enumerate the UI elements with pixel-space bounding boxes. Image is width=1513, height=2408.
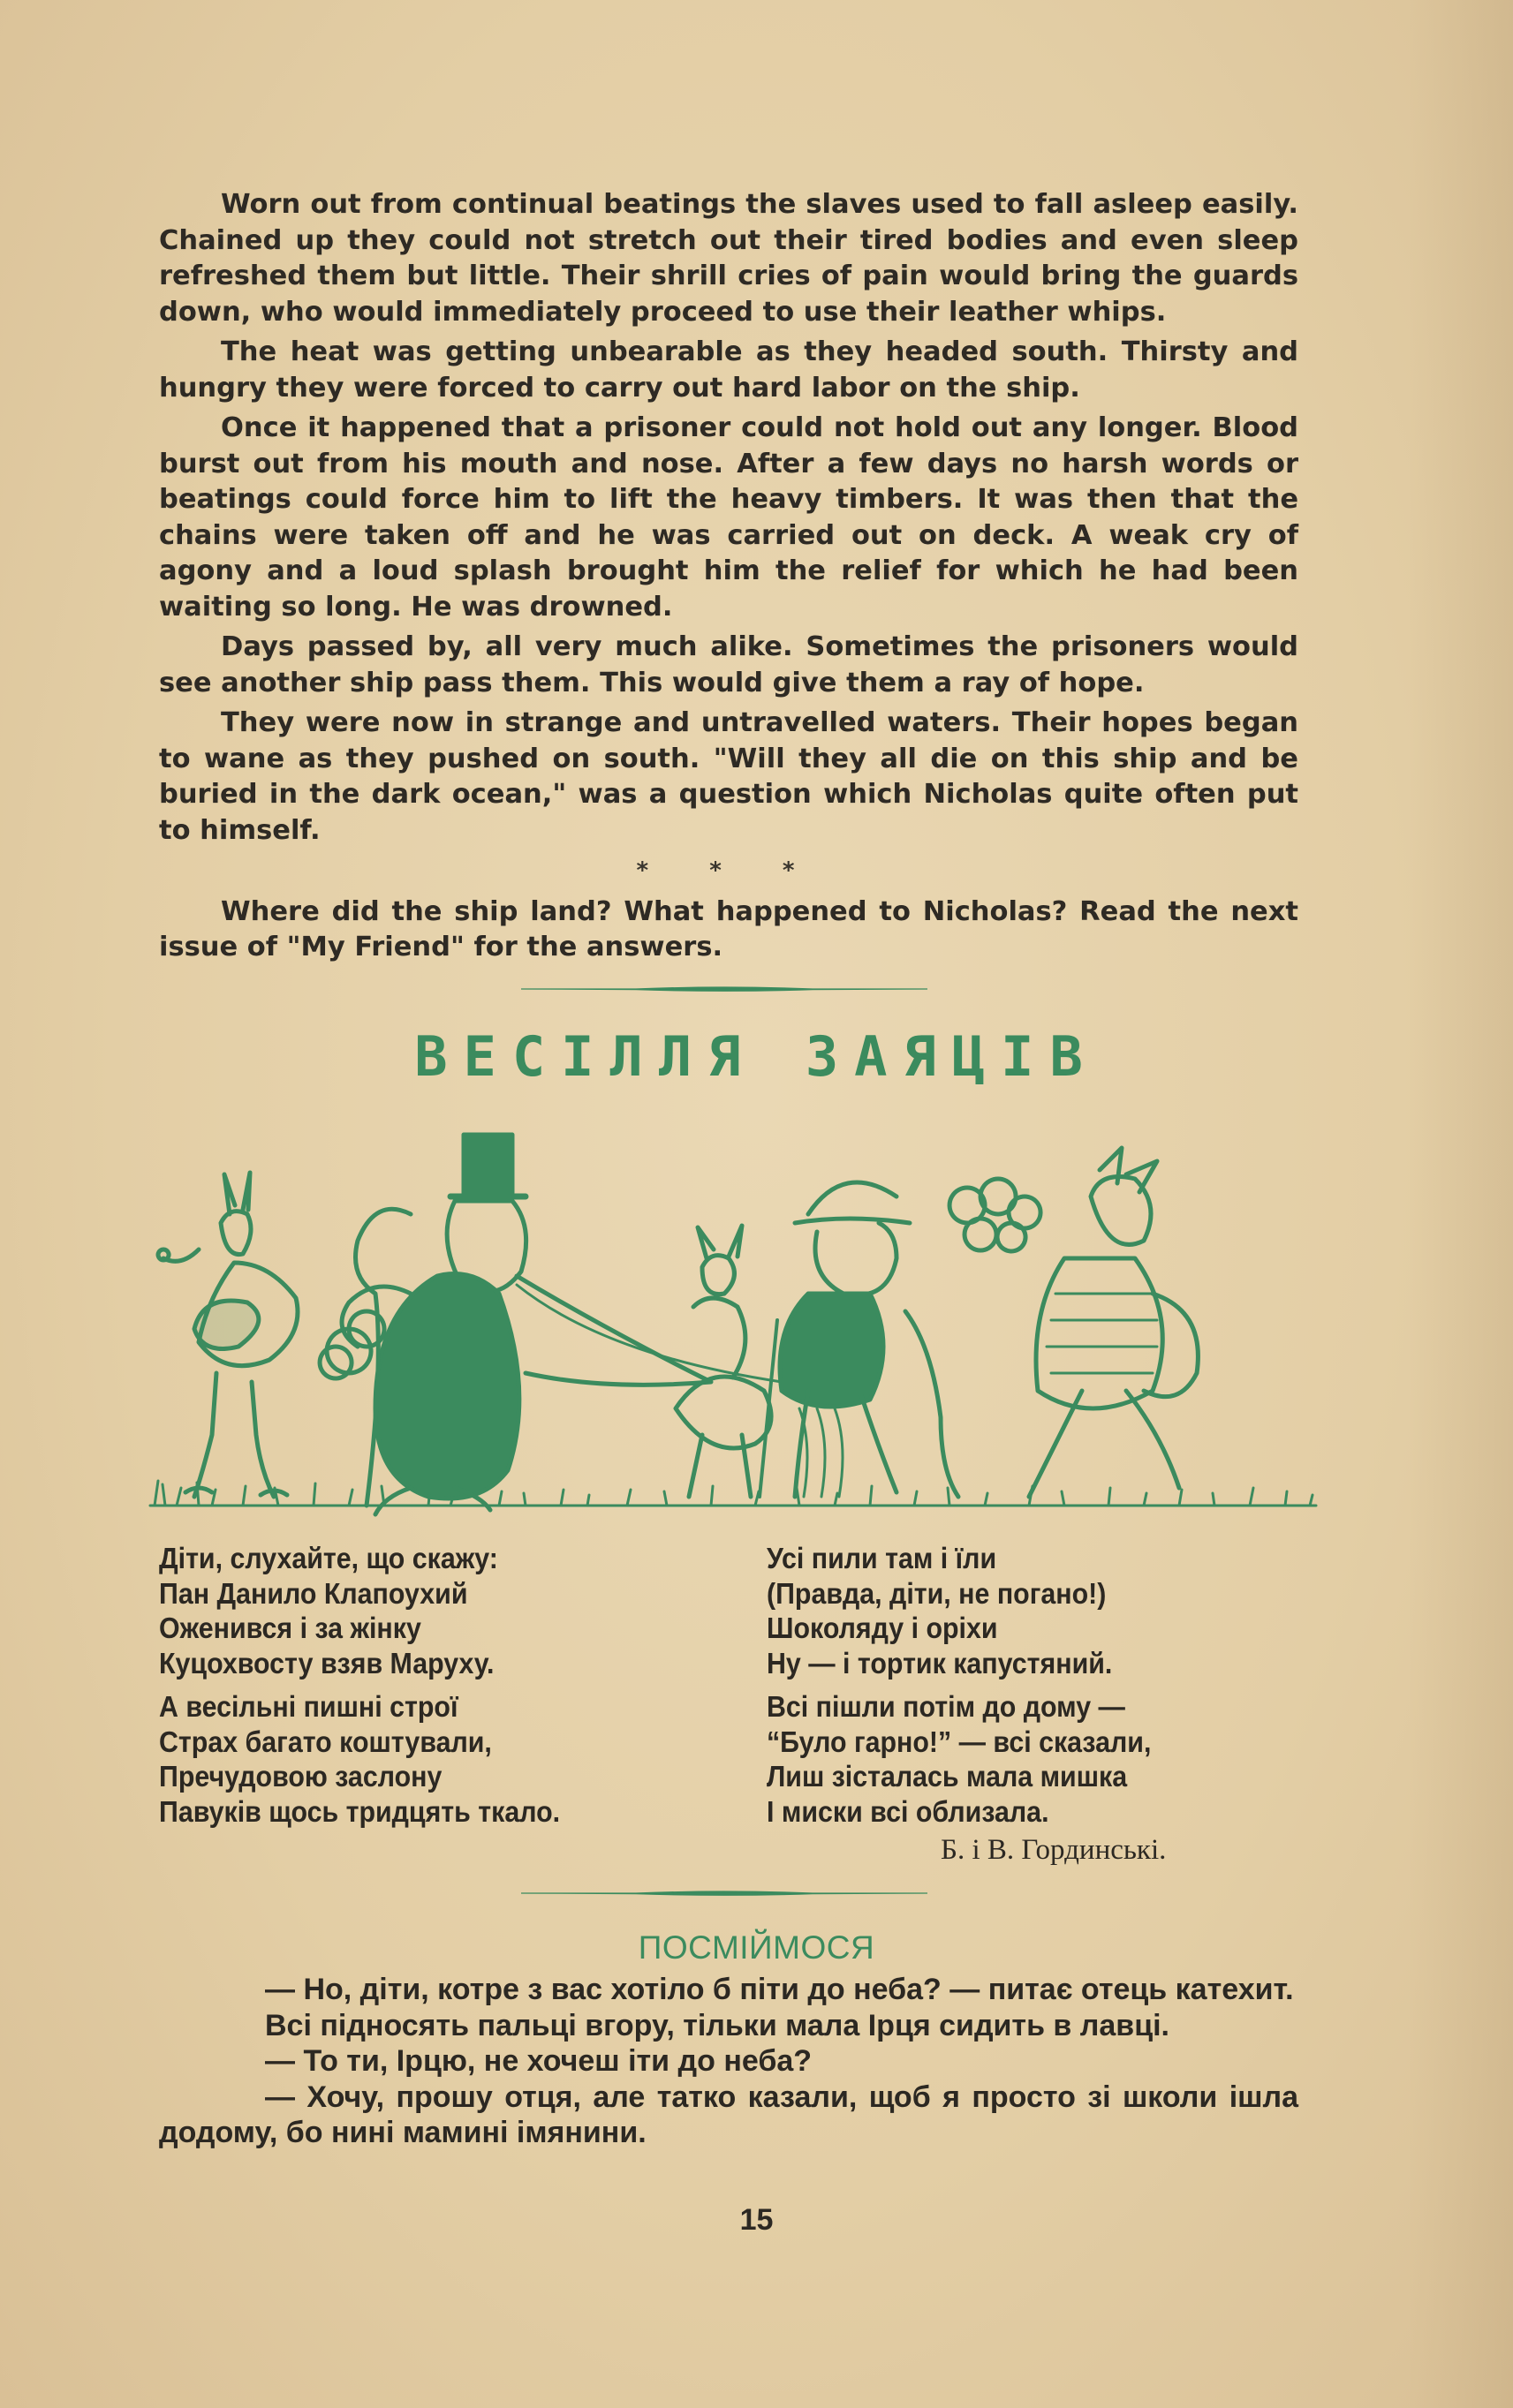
- poem-line: Шоколяду і оріхи: [767, 1612, 998, 1644]
- poem-authors: Б. і В. Гординські.: [941, 1834, 1167, 1866]
- poem-line: Лиш зісталась мала мишка: [767, 1760, 1128, 1793]
- poem-line: Страх багато коштували,: [159, 1725, 492, 1758]
- poem-stanza: [767, 1689, 1151, 1829]
- poem-line: Усі пили там і їли: [767, 1542, 997, 1574]
- joke-text: [159, 1972, 1298, 2151]
- rabbit-wedding-illustration: [146, 1117, 1320, 1528]
- page-number: 15: [739, 2203, 774, 2237]
- poem-line: Пан Данило Клапоухий: [159, 1576, 468, 1610]
- story-teaser: Where did the ship land? What happened to Nicholas? Read the next issue of "My Friend" for the answers.: [159, 895, 1298, 962]
- poem-line: Павуків щось тридцять ткало.: [159, 1794, 561, 1828]
- poem-column-left: [159, 1541, 560, 1838]
- story-text: [159, 187, 1298, 970]
- story-paragraph: Once it happened that a prisoner could not hold out any longer. Blood burst out from his mouth and nose. After a few days no harsh words or beatings could force him to lift the heavy timbers. It was then that the chains were taken off and he was carried out on deck. A weak cry of agony and a loud splash brought him the relief for which he had been waiting so long. He was drowned.: [159, 412, 1298, 623]
- story-paragraph: Worn out from continual beatings the slaves used to fall asleep easily. Chained up they could not stretch out their tired bodies and even sleep refreshed them but little. Their shrill cries of pain would bring the guards down, who would immediately proceed to use their leather whips.: [159, 189, 1298, 328]
- poem-stanza: [767, 1541, 1151, 1680]
- divider-rule: [521, 985, 927, 993]
- poem-line: Ну — і тортик капустяний.: [767, 1646, 1113, 1680]
- story-paragraph: The heat was getting unbearable as they headed south. Thirsty and hungry they were forced to carry out hard labor on the ship.: [159, 336, 1298, 404]
- poem-line: І миски всі облизала.: [767, 1794, 1049, 1828]
- poem-line: Пречудовою заслону: [159, 1760, 443, 1793]
- story-paragraph: They were now in strange and untravelled waters. Their hopes began to wane as they pushed on south. "Will they all die on this ship and be buried in the dark ocean," was a question which Nicholas quite often put to himself.: [159, 707, 1298, 846]
- poem-stanza: [159, 1689, 560, 1829]
- poem-line: А весільні пишні строї: [159, 1690, 458, 1723]
- poem-column-right: [767, 1541, 1151, 1838]
- poem-line: Діти, слухайте, що скажу:: [159, 1542, 498, 1574]
- joke-line: — То ти, Ірцю, не хочеш іти до неба?: [265, 2044, 813, 2078]
- poem-line: Куцохвосту взяв Маруху.: [159, 1646, 495, 1680]
- poem-line: Оженився і за жінку: [159, 1612, 421, 1644]
- divider-rule: [521, 1890, 927, 1897]
- poem-line: “Було гарно!” — всі сказали,: [767, 1725, 1152, 1758]
- poem-line: Всі пішли потім до дому —: [767, 1690, 1125, 1723]
- poem-headline: ВЕСІЛЛЯ ЗАЯЦІВ: [414, 1024, 1099, 1089]
- page-edge-shadow: [1407, 0, 1513, 2408]
- joke-title: ПОСМІЙМОСЯ: [638, 1929, 875, 1966]
- section-separator: * * *: [636, 857, 821, 884]
- poem-stanza: [159, 1541, 560, 1680]
- joke-line: Всі підносять пальці вгору, тільки мала Ірця сидить в лавці.: [265, 2008, 1169, 2042]
- joke-line: — Хочу, прошу отця, але татко казали, щоб я просто зі школи ішла додому, бо нині мамині імянини.: [159, 2080, 1298, 2149]
- story-paragraph: Days passed by, all very much alike. Sometimes the prisoners would see another ship pass them. This would give them a ray of hope.: [159, 631, 1298, 698]
- poem-line: (Правда, діти, не погано!): [767, 1576, 1107, 1610]
- joke-line: — Но, діти, котре з вас хотіло б піти до неба? — питає отець катехит.: [265, 1973, 1294, 2006]
